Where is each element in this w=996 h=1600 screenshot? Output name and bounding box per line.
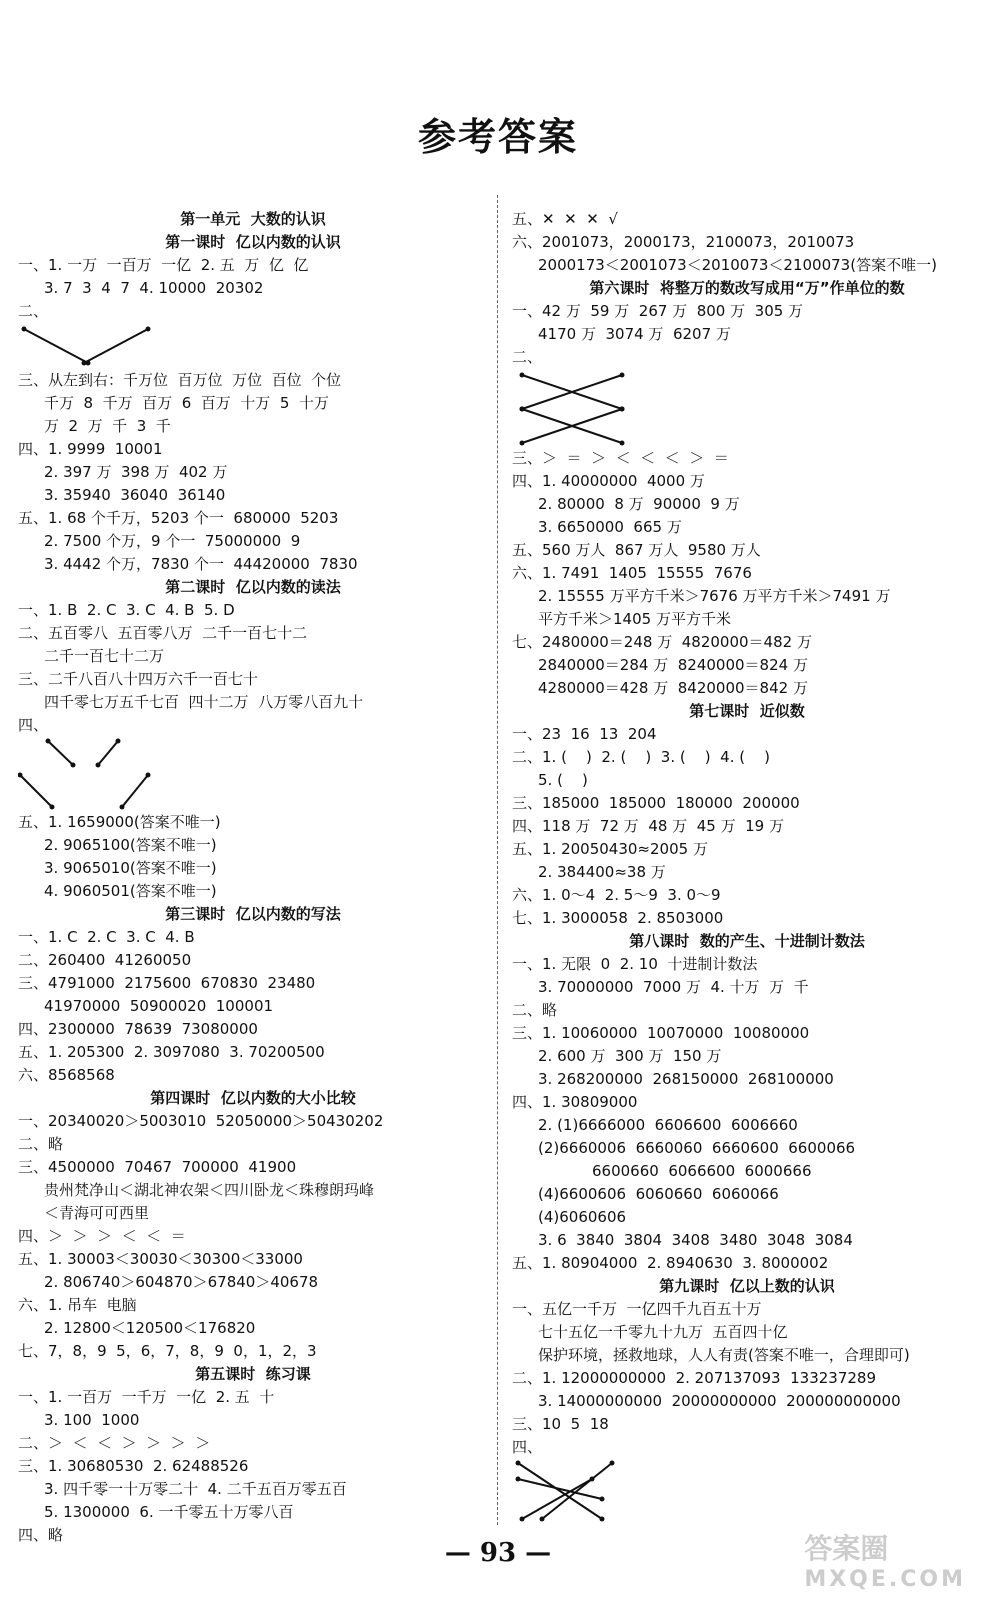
section-heading <box>512 1275 982 1298</box>
answer-line <box>18 392 488 415</box>
answer-line <box>18 691 488 714</box>
answer-line <box>18 553 488 576</box>
answer-text: (2)6660006 6660060 6660600 6600066 <box>538 1139 856 1157</box>
match-dot <box>71 763 76 768</box>
answer-text: 一、1. B 2. C 3. C 4. B 5. D <box>18 601 235 619</box>
answer-text: 五、1. 80904000 2. 8940630 3. 8000002 <box>512 1254 829 1272</box>
answer-text: 第一课时 亿以内数的认识 <box>165 233 341 251</box>
answer-text: 二、略 <box>18 1135 64 1153</box>
match-dot <box>520 373 525 378</box>
answer-text: 二、 <box>512 348 543 366</box>
answer-text: 3. 6 3840 3804 3408 3480 3048 3084 <box>538 1231 853 1249</box>
match-dot <box>516 1461 521 1466</box>
answer-text: 2840000＝284 万 8240000＝824 万 <box>538 656 808 674</box>
answer-text: 3. 268200000 268150000 268100000 <box>538 1070 834 1088</box>
match-dot <box>520 441 525 446</box>
answer-text: 二、1. 12000000000 2. 207137093 133237289 <box>512 1369 876 1387</box>
answer-text: 五、✕ ✕ ✕ √ <box>512 210 618 228</box>
match-dot <box>46 739 51 744</box>
answer-line <box>512 470 982 493</box>
match-dot <box>22 327 27 332</box>
section-heading <box>18 903 488 926</box>
match-dot <box>590 1477 595 1482</box>
answer-text: 四、2300000 78639 73080000 <box>18 1020 258 1038</box>
answer-text: 三、＞ ＝ ＞ ＜ ＜ ＜ ＞ ＝ <box>512 449 729 467</box>
answer-line <box>18 668 488 691</box>
answer-text: 2000173＜2001073＜2010073＜2100073(答案不唯一) <box>538 256 937 274</box>
answer-text: 一、23 16 13 204 <box>512 725 657 743</box>
answer-line <box>18 1386 488 1409</box>
answer-text: 4170 万 3074 万 6207 万 <box>538 325 731 343</box>
match-dot <box>520 407 525 412</box>
answer-line <box>18 1248 488 1271</box>
answer-line <box>18 1041 488 1064</box>
answer-text: 一、五亿一千万 一亿四千九百五十万 <box>512 1300 762 1318</box>
answer-text: 四、 <box>18 716 49 734</box>
answer-line <box>18 1409 488 1432</box>
answer-text: 七、7，8，9 5，6，7，8，9 0，1，2，3 <box>18 1342 317 1360</box>
answer-text: 第七课时 近似数 <box>689 702 805 720</box>
answer-line <box>18 254 488 277</box>
answer-line <box>512 1137 982 1160</box>
answer-text: 2. 80000 8 万 90000 9 万 <box>538 495 740 513</box>
match-dot <box>540 1517 545 1522</box>
section-heading <box>18 1363 488 1386</box>
match-line <box>20 775 52 807</box>
watermark-logo: 答案圈 <box>804 1532 889 1565</box>
match-dot <box>120 805 125 810</box>
answer-text: ＜青海可可西里 <box>44 1204 150 1222</box>
page-title: 参考答案 <box>417 114 578 159</box>
match-dot <box>146 773 151 778</box>
match-line <box>48 741 73 765</box>
match-dot <box>96 763 101 768</box>
answer-line <box>512 1114 982 1137</box>
answer-line <box>512 1252 982 1275</box>
section-heading <box>512 930 982 953</box>
answer-text: 七十五亿一千零九十九万 五百四十亿 <box>538 1323 788 1341</box>
answer-text: 七、2480000＝248 万 4820000＝482 万 <box>512 633 812 651</box>
answer-line <box>512 1344 982 1367</box>
section-heading <box>18 576 488 599</box>
answer-line <box>18 622 488 645</box>
answer-column-right <box>512 208 982 1529</box>
answer-line <box>18 1018 488 1041</box>
answer-text: 3. 7 3 4 7 4. 10000 20302 <box>44 279 264 297</box>
answer-line <box>18 926 488 949</box>
answer-text: 三、二千八百八十四万六千一百七十 <box>18 670 259 688</box>
answer-line <box>512 1229 982 1252</box>
answer-line <box>18 834 488 857</box>
answer-text: 平方千米＞1405 万平方千米 <box>538 610 731 628</box>
answer-line <box>512 815 982 838</box>
answer-line <box>512 493 982 516</box>
matching-diagram <box>512 369 652 447</box>
answer-column-left <box>18 208 488 1547</box>
answer-text: 一、1. 无限 0 2. 10 十进制计数法 <box>512 955 758 973</box>
answer-line <box>18 369 488 392</box>
answer-line <box>512 1390 982 1413</box>
answer-text: 4280000＝428 万 8420000＝842 万 <box>538 679 808 697</box>
answer-line <box>512 1298 982 1321</box>
answer-text: 五、1. 205300 2. 3097080 3. 70200500 <box>18 1043 325 1061</box>
watermark <box>804 1527 966 1592</box>
answer-text: 5. 1300000 6. 一千零五十万零八百 <box>44 1503 294 1521</box>
answer-text: 一、42 万 59 万 267 万 800 万 305 万 <box>512 302 804 320</box>
match-dot <box>610 1461 615 1466</box>
answer-text: 3. 14000000000 20000000000 200000000000 <box>538 1392 901 1410</box>
match-dot <box>620 441 625 446</box>
answer-text: 2. 15555 万平方千米＞7676 万平方千米＞7491 万 <box>538 587 891 605</box>
section-heading <box>512 700 982 723</box>
answer-text: 2. 7500 个万，9 个一 75000000 9 <box>44 532 301 550</box>
match-dot <box>600 1517 605 1522</box>
answer-line <box>18 415 488 438</box>
answer-text: 三、10 5 18 <box>512 1415 609 1433</box>
answer-line <box>512 677 982 700</box>
answer-text: 3. 4442 个万，7830 个一 44420000 7830 <box>44 555 358 573</box>
answer-line <box>512 1160 982 1183</box>
answer-line <box>512 1413 982 1436</box>
answer-text: 四、1. 30809000 <box>512 1093 638 1111</box>
answer-text: 第六课时 将整万的数改写成用“万”作单位的数 <box>589 279 905 297</box>
answer-text: 2. 397 万 398 万 402 万 <box>44 463 228 481</box>
answer-text: 六、1. 吊车 电脑 <box>18 1296 137 1314</box>
match-dot <box>516 1477 521 1482</box>
answer-text: 二、260400 41260050 <box>18 951 192 969</box>
answer-text: 5. ( ) <box>538 771 588 789</box>
answer-line <box>18 277 488 300</box>
match-line <box>522 1479 592 1519</box>
matching-diagram <box>18 323 158 369</box>
match-dot <box>600 1497 605 1502</box>
answer-text: 二、＞ ＜ ＜ ＞ ＞ ＞ ＞ <box>18 1434 211 1452</box>
section-heading <box>512 277 982 300</box>
answer-line <box>512 585 982 608</box>
section-heading <box>18 231 488 254</box>
match-line <box>122 775 148 807</box>
answer-text: 三、1. 30680530 2. 62488526 <box>18 1457 249 1475</box>
answer-line <box>18 507 488 530</box>
answer-text: 2. (1)6666000 6606600 6006660 <box>538 1116 798 1134</box>
page-number: — 93 — <box>444 1538 552 1568</box>
answer-text: 四、1. 9999 10001 <box>18 440 163 458</box>
answer-line <box>18 300 488 369</box>
answer-text: 第二课时 亿以内数的读法 <box>165 578 341 596</box>
answer-line <box>18 857 488 880</box>
match-line <box>98 741 118 765</box>
answer-text: 五、1. 1659000(答案不唯一) <box>18 813 221 831</box>
answer-line <box>512 1068 982 1091</box>
answer-text: 4. 9060501(答案不唯一) <box>44 882 217 900</box>
answer-line <box>18 1340 488 1363</box>
answer-line <box>512 1206 982 1229</box>
answer-text: 第四课时 亿以内数的大小比较 <box>150 1089 356 1107</box>
column-divider <box>497 195 498 1525</box>
answer-line <box>18 461 488 484</box>
answer-line <box>512 254 982 277</box>
watermark-url: MXQE.COM <box>804 1567 966 1592</box>
answer-text: 一、1. 一万 一百万 一亿 2. 五 万 亿 亿 <box>18 256 309 274</box>
answer-text: 三、185000 185000 180000 200000 <box>512 794 800 812</box>
answer-text: 第一单元 大数的认识 <box>180 210 326 228</box>
answer-text: 3. 70000000 7000 万 4. 十万 万 千 <box>538 978 809 996</box>
answer-line <box>512 861 982 884</box>
answer-line <box>18 645 488 668</box>
answer-text: 三、从左到右：千万位 百万位 万位 百位 个位 <box>18 371 342 389</box>
answer-text: 2. 12800＜120500＜176820 <box>44 1319 256 1337</box>
match-line <box>542 1463 612 1519</box>
answer-line <box>512 1045 982 1068</box>
answer-text: 六、8568568 <box>18 1066 115 1084</box>
answer-text: 二千一百七十二万 <box>44 647 165 665</box>
answer-line <box>18 1455 488 1478</box>
answer-text: 3. 9065010(答案不唯一) <box>44 859 217 877</box>
answer-text: 千万 8 千万 百万 6 百万 十万 5 十万 <box>44 394 329 412</box>
answer-line <box>512 654 982 677</box>
answer-text: 七、1. 3000058 2. 8503000 <box>512 909 724 927</box>
answer-text: 一、20340020＞5003010 52050000＞50430202 <box>18 1112 384 1130</box>
answer-line <box>512 723 982 746</box>
answer-line <box>18 714 488 811</box>
answer-text: 二、 <box>18 302 49 320</box>
answer-line <box>18 1478 488 1501</box>
answer-line <box>512 953 982 976</box>
answer-line <box>18 1133 488 1156</box>
answer-line <box>512 447 982 470</box>
answer-text: 2. 806740＞604870＞67840＞40678 <box>44 1273 319 1291</box>
answer-text: 四、略 <box>18 1526 64 1544</box>
match-dot <box>50 805 55 810</box>
match-line <box>518 1463 602 1519</box>
answer-text: 三、4500000 70467 700000 41900 <box>18 1158 297 1176</box>
match-dot <box>146 327 151 332</box>
answer-line <box>18 1294 488 1317</box>
answer-line <box>512 1022 982 1045</box>
answer-line <box>18 1432 488 1455</box>
section-heading <box>18 208 488 231</box>
answer-text: 四、118 万 72 万 48 万 45 万 19 万 <box>512 817 784 835</box>
answer-text: 四千零七万五千七百 四十二万 八万零八百九十 <box>44 693 364 711</box>
answer-text: 五、1. 68 个千万，5203 个一 680000 5203 <box>18 509 339 527</box>
answer-text: 五、560 万人 867 万人 9580 万人 <box>512 541 761 559</box>
answer-line <box>18 1156 488 1179</box>
answer-line <box>512 976 982 999</box>
answer-line <box>18 1317 488 1340</box>
answer-text: 万 2 万 千 3 千 <box>44 417 171 435</box>
answer-line <box>512 562 982 585</box>
section-heading <box>18 1087 488 1110</box>
answer-line <box>512 300 982 323</box>
answer-line <box>512 884 982 907</box>
answer-line <box>18 1271 488 1294</box>
answer-line <box>512 539 982 562</box>
answer-line <box>512 999 982 1022</box>
answer-text: 3. 100 1000 <box>44 1411 140 1429</box>
match-dot <box>82 361 87 366</box>
answer-line <box>512 631 982 654</box>
answer-text: 3. 四千零一十万零二十 4. 二千五百万零五百 <box>44 1480 347 1498</box>
answer-text: 四、1. 40000000 4000 万 <box>512 472 705 490</box>
answer-line <box>18 995 488 1018</box>
match-dot <box>520 1517 525 1522</box>
answer-text: 四、 <box>512 1438 543 1456</box>
matching-diagram <box>512 1459 652 1529</box>
answer-text: 6600660 6066600 6000666 <box>592 1162 812 1180</box>
answer-line <box>18 880 488 903</box>
answer-line <box>512 346 982 447</box>
answer-text: 一、1. C 2. C 3. C 4. B <box>18 928 195 946</box>
answer-text: 一、1. 一百万 一千万 一亿 2. 五 十 <box>18 1388 275 1406</box>
answer-text: (4)6060606 <box>538 1208 627 1226</box>
answer-text: 3. 6650000 665 万 <box>538 518 682 536</box>
answer-text: 六、1. 7491 1405 15555 7676 <box>512 564 752 582</box>
answer-text: 贵州梵净山＜湖北神农架＜四川卧龙＜珠穆朗玛峰 <box>44 1181 375 1199</box>
answer-text: 3. 35940 36040 36140 <box>44 486 226 504</box>
answer-line <box>512 792 982 815</box>
answer-text: 二、略 <box>512 1001 558 1019</box>
answer-line <box>512 1367 982 1390</box>
answer-text: (4)6600606 6060660 6060066 <box>538 1185 779 1203</box>
answer-line <box>512 231 982 254</box>
answer-text: 41970000 50900020 100001 <box>44 997 274 1015</box>
answer-line <box>512 208 982 231</box>
answer-line <box>512 1183 982 1206</box>
answer-text: 二、五百零八 五百零八万 二千一百七十二 <box>18 624 308 642</box>
answer-text: 2. 384400≈38 万 <box>538 863 666 881</box>
answer-text: 三、1. 10060000 10070000 10080000 <box>512 1024 810 1042</box>
answer-text: 四、＞ ＞ ＞ ＜ ＜ ＝ <box>18 1227 186 1245</box>
answer-text: 三、4791000 2175600 670830 23480 <box>18 974 316 992</box>
answer-line <box>18 1179 488 1202</box>
answer-text: 六、2001073，2000173，2100073，2010073 <box>512 233 855 251</box>
answer-line <box>18 599 488 622</box>
match-dot <box>620 407 625 412</box>
answer-text: 五、1. 20050430≈2005 万 <box>512 840 708 858</box>
answer-line <box>18 1110 488 1133</box>
answer-line <box>512 608 982 631</box>
answer-text: 2. 600 万 300 万 150 万 <box>538 1047 722 1065</box>
answer-text: 2. 9065100(答案不唯一) <box>44 836 217 854</box>
matching-diagram <box>18 737 198 811</box>
answer-line <box>18 438 488 461</box>
answer-line <box>18 484 488 507</box>
match-line <box>84 329 148 363</box>
match-dot <box>116 739 121 744</box>
answer-line <box>18 811 488 834</box>
match-dot <box>620 373 625 378</box>
answer-line <box>512 746 982 769</box>
answer-line <box>512 1091 982 1114</box>
match-line <box>24 329 88 363</box>
answer-text: 第八课时 数的产生、十进制计数法 <box>629 932 865 950</box>
answer-line <box>512 769 982 792</box>
answer-line <box>512 516 982 539</box>
answer-line <box>18 972 488 995</box>
answer-line <box>18 1064 488 1087</box>
answer-line <box>512 1436 982 1529</box>
answer-text: 第三课时 亿以内数的写法 <box>165 905 341 923</box>
answer-text: 第五课时 练习课 <box>195 1365 311 1383</box>
answer-line <box>512 1321 982 1344</box>
answer-line <box>512 907 982 930</box>
answer-text: 五、1. 30003＜30030＜30300＜33000 <box>18 1250 303 1268</box>
answer-line <box>18 949 488 972</box>
answer-text: 保护环境，拯救地球，人人有责(答案不唯一，合理即可) <box>538 1346 910 1364</box>
answer-line <box>18 1202 488 1225</box>
answer-line <box>512 838 982 861</box>
answer-line <box>512 323 982 346</box>
answer-text: 六、1. 0～4 2. 5～9 3. 0～9 <box>512 886 721 904</box>
answer-line <box>18 1225 488 1248</box>
answer-line <box>18 530 488 553</box>
answer-text: 二、1. ( ) 2. ( ) 3. ( ) 4. ( ) <box>512 748 771 766</box>
answer-line <box>18 1501 488 1524</box>
answer-text: 第九课时 亿以上数的认识 <box>659 1277 835 1295</box>
